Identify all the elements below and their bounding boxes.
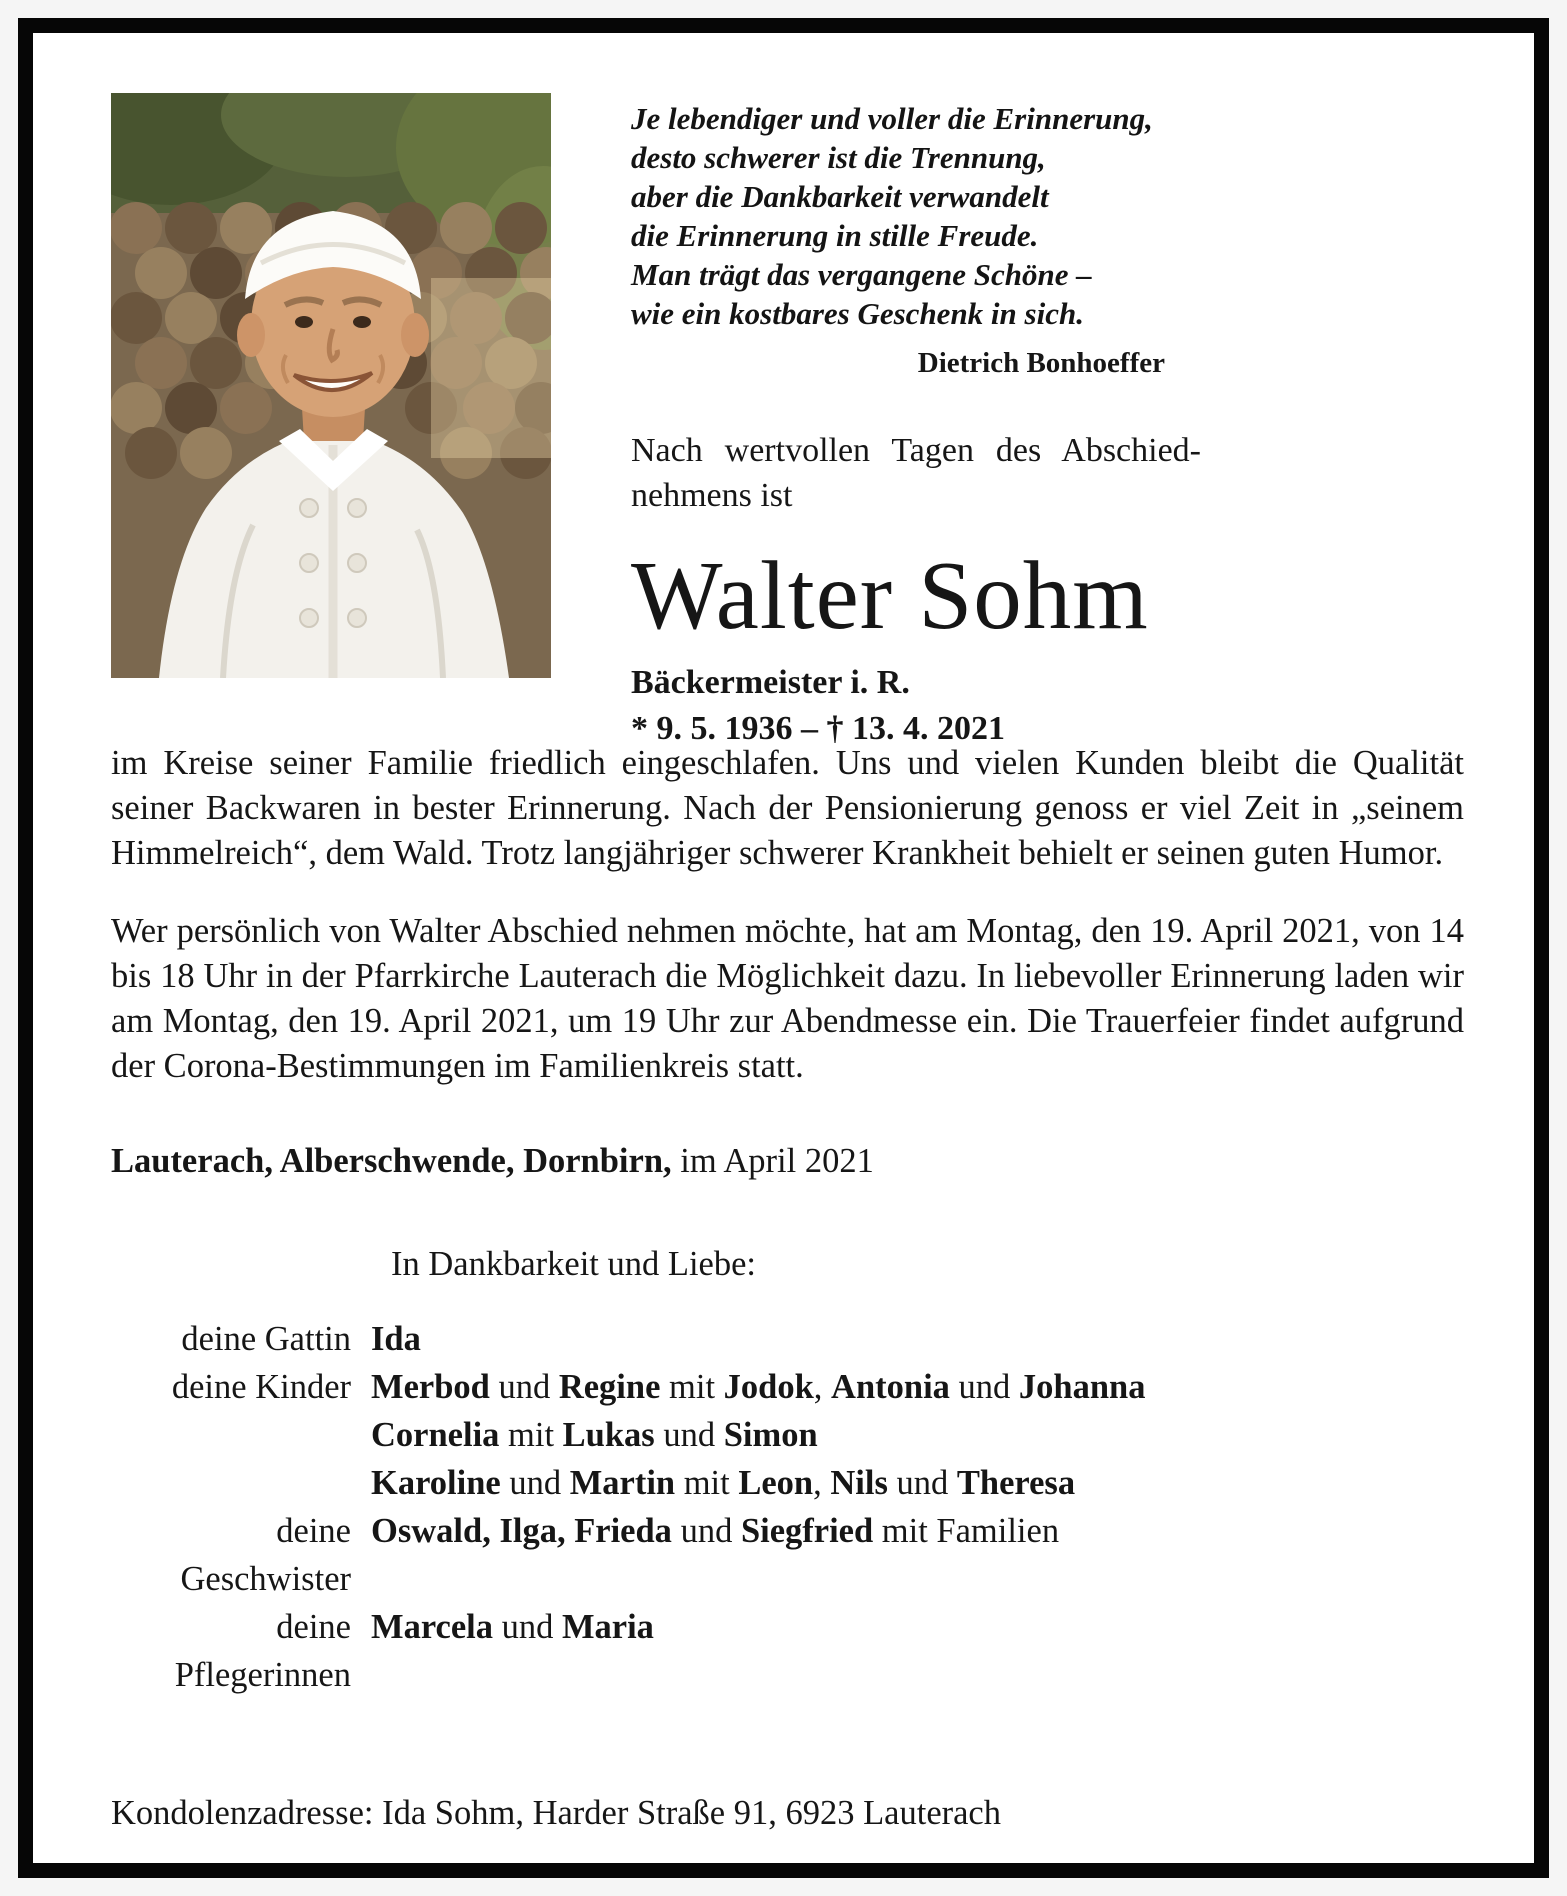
deceased-life-dates: * 9. 5. 1936 – † 13. 4. 2021 [631, 710, 1005, 747]
obituary-paragraph-2: Wer persönlich von Walter Abschied nehmen möchte, hat am Montag, den 19. April 2021, von 14 bis 18 Uhr in der Pfarrkirche Lauterach die Möglichkeit dazu. In liebevoller Erinnerung laden wir am Montag, den 19. April 2021, um 19 Uhr zur Abendmesse ein. Die Trauerfeier findet aufgrund der Corona-Bestimmungen im Familienkreis statt. [111, 912, 1464, 1085]
family-list [111, 1315, 1464, 1699]
places-and-date-line [111, 1139, 1464, 1184]
quote-line: Je lebendiger und voller die Erinnerung, [631, 101, 1153, 136]
family-row [111, 1411, 1464, 1459]
family-names: Marcela und Maria [371, 1608, 654, 1646]
family-names: Oswald, Ilga, Frieda und Siegfried mit Familien [371, 1512, 1060, 1550]
family-row [111, 1459, 1464, 1507]
family-names: Merbod und Regine mit Jodok, Antonia und Johanna [371, 1368, 1146, 1406]
gratitude-line: In Dankbarkeit und Liebe: [391, 1245, 756, 1283]
obituary-content [33, 33, 1534, 1863]
top-section [111, 93, 1464, 747]
quote-line: aber die Dankbarkeit verwandelt [631, 179, 1049, 214]
places-date: im April 2021 [671, 1142, 874, 1180]
right-column [631, 93, 1201, 750]
portrait-photo [111, 93, 551, 678]
intro-line: nehmens ist [631, 477, 793, 514]
obituary-frame [18, 18, 1549, 1878]
deceased-name: Walter Sohm [631, 542, 1149, 649]
family-relation-label [111, 1459, 371, 1507]
family-relation-label: deine Geschwister [180, 1512, 351, 1598]
quote-line: die Erinnerung in stille Freude. [631, 218, 1039, 253]
deceased-profession: Bäckermeister i. R. [631, 664, 910, 701]
quote-attribution: Dietrich Bonhoeffer [917, 347, 1165, 379]
family-row [111, 1315, 1464, 1363]
family-relation-label [111, 1411, 371, 1459]
intro-text [631, 428, 1201, 518]
family-row [111, 1603, 1464, 1699]
family-names: Ida [371, 1320, 421, 1358]
quote-line: Man trägt das vergangene Schöne – [631, 257, 1092, 292]
portrait-photo-image [111, 93, 551, 678]
family-relation-label: deine Kinder [171, 1368, 351, 1406]
family-row [111, 1507, 1464, 1603]
condolence-address: Kondolenzadresse: Ida Sohm, Harder Straße 91, 6923 Lauterach [111, 1794, 1001, 1832]
quote-line: wie ein kostbares Geschenk in sich. [631, 296, 1084, 331]
family-names: Cornelia mit Lukas und Simon [371, 1416, 818, 1454]
family-relation-label: deine Pflegerinnen [174, 1608, 351, 1694]
quote-line: desto schwerer ist die Trennung, [631, 140, 1046, 175]
intro-line: Nach wertvollen Tagen des Abschied- [631, 432, 1201, 469]
family-names: Karoline und Martin mit Leon, Nils und Theresa [371, 1464, 1076, 1502]
obituary-paragraph-1: im Kreise seiner Familie friedlich eingeschlafen. Uns und vielen Kunden bleibt die Qualität seiner Backwaren in bester Erinnerung. Nach der Pensionierung genoss er viel Zeit in „seinem Himmelreich“, dem Wald. Trotz langjähriger schwerer Krankheit behielt er seinen guten Humor. [111, 744, 1464, 872]
memorial-quote [631, 99, 1201, 380]
family-relation-label: deine Gattin [181, 1320, 351, 1358]
places-names: Lauterach, Alberschwende, Dornbirn, [111, 1142, 672, 1180]
family-row [111, 1363, 1464, 1411]
